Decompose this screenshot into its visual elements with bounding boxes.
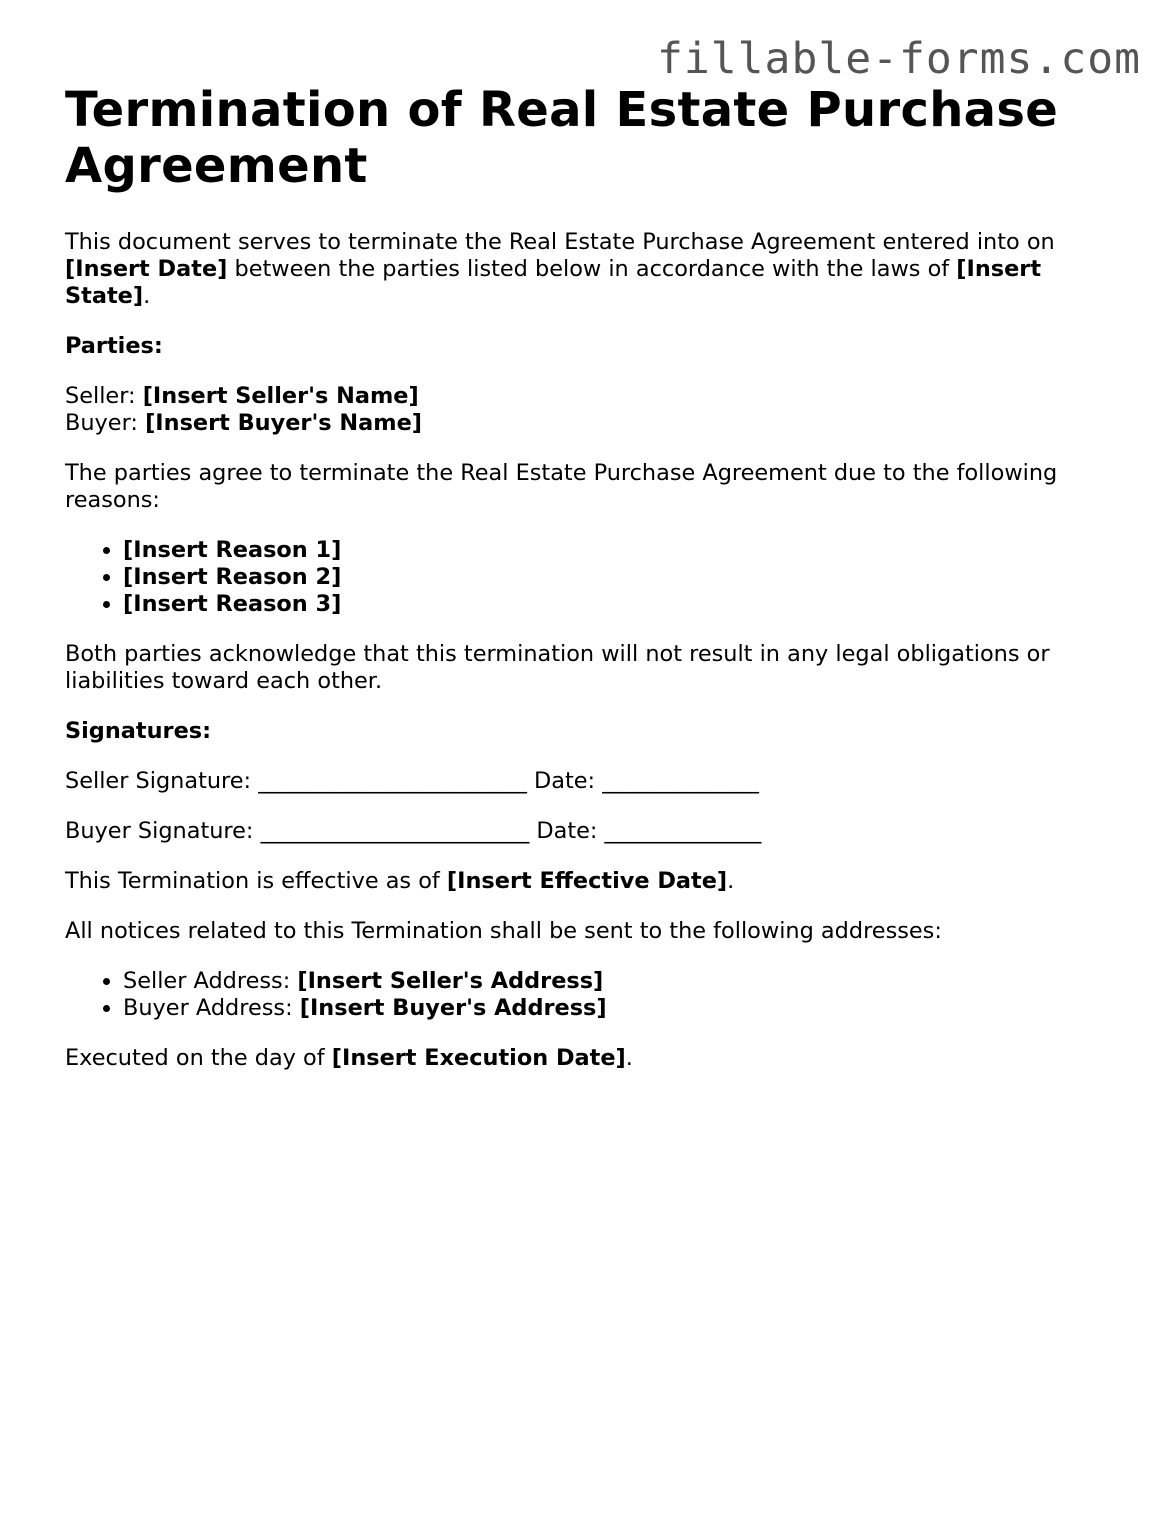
intro-paragraph <box>65 229 1115 310</box>
list-item <box>123 995 1115 1022</box>
buyer-address-label: Buyer Address: <box>123 995 300 1021</box>
reason-placeholder: [Insert Reason 3] <box>123 591 342 617</box>
signatures-heading: Signatures: <box>65 718 212 744</box>
reasons-intro: The parties agree to terminate the Real Estate Purchase Agreement due to the following reasons: <box>65 460 1058 513</box>
effective-text-1: This Termination is effective as of <box>65 868 447 894</box>
notices-intro: All notices related to this Termination shall be sent to the following addresses: <box>65 918 942 944</box>
buyer-name-placeholder: [Insert Buyer's Name] <box>145 410 423 436</box>
document-title: Termination of Real Estate Purchase Agreement <box>65 82 1059 194</box>
execution-text-1: Executed on the day of <box>65 1045 332 1071</box>
acknowledgement-paragraph: Both parties acknowledge that this termination will not result in any legal obligations or liabilities toward each other. <box>65 641 1050 694</box>
effective-text-2: . <box>727 868 735 894</box>
date-placeholder: [Insert Date] <box>65 256 228 282</box>
intro-text-3: . <box>143 283 151 309</box>
effective-paragraph <box>65 868 1115 895</box>
effective-date-placeholder: [Insert Effective Date] <box>446 868 728 894</box>
reason-placeholder: [Insert Reason 1] <box>123 537 342 563</box>
addresses-list <box>65 968 1115 1022</box>
execution-paragraph <box>65 1045 1115 1072</box>
intro-text-1: This document serves to terminate the Real Estate Purchase Agreement entered into on <box>65 229 1055 255</box>
seller-name-placeholder: [Insert Seller's Name] <box>142 383 419 409</box>
state-placeholder: [Insert State] <box>65 256 1042 309</box>
execution-text-2: . <box>625 1045 633 1071</box>
parties-block <box>65 383 1115 437</box>
intro-text-2: between the parties listed below in accordance with the laws of <box>227 256 957 282</box>
list-item <box>123 968 1115 995</box>
reasons-list <box>65 537 1115 618</box>
reason-placeholder: [Insert Reason 2] <box>123 564 342 590</box>
seller-address-placeholder: [Insert Seller's Address] <box>297 968 604 994</box>
buyer-signature-line: Buyer Signature: ________________________ Date: ______________ <box>65 818 762 844</box>
list-item <box>123 537 1115 564</box>
execution-date-placeholder: [Insert Execution Date] <box>331 1045 626 1071</box>
buyer-address-placeholder: [Insert Buyer's Address] <box>299 995 607 1021</box>
parties-heading: Parties: <box>65 333 163 359</box>
watermark: fillable-forms.com <box>657 34 1141 84</box>
buyer-label: Buyer: <box>65 410 146 436</box>
list-item <box>123 564 1115 591</box>
seller-label: Seller: <box>65 383 143 409</box>
seller-address-label: Seller Address: <box>123 968 298 994</box>
document-page <box>65 82 1115 1095</box>
list-item <box>123 591 1115 618</box>
seller-signature-line: Seller Signature: ________________________ Date: ______________ <box>65 768 759 794</box>
